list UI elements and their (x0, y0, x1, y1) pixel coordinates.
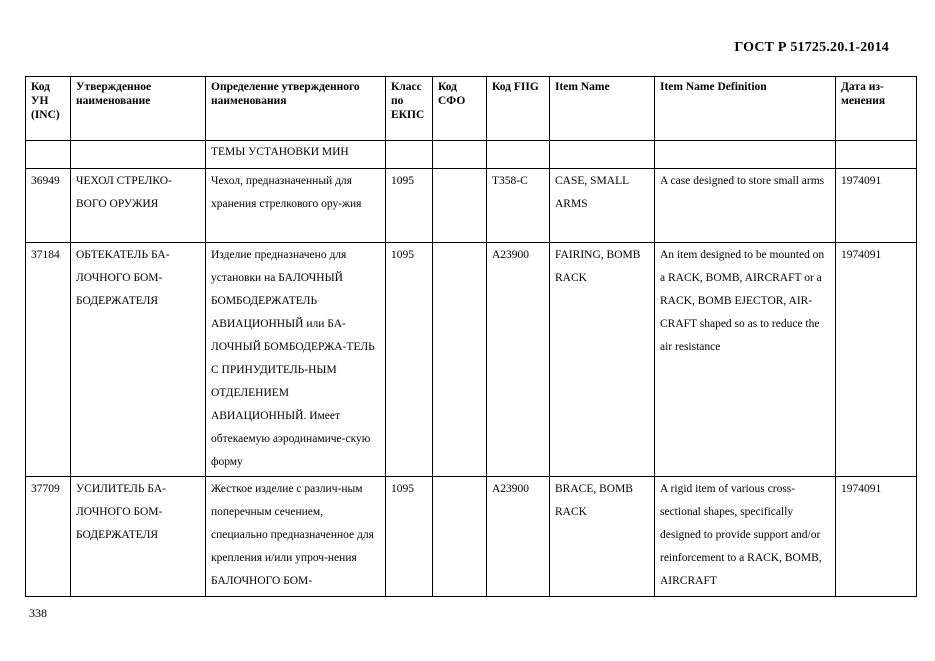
cell-fiig: Т358-С (487, 169, 550, 243)
cell-fiig: А23900 (487, 243, 550, 477)
col-header-definition: Определение утвержденного наименования (206, 77, 386, 141)
cell-item-name: BRACE, BOMB RACK (550, 477, 655, 597)
cell-item-name: FAIRING, BOMB RACK (550, 243, 655, 477)
cell-name: УСИЛИТЕЛЬ БА-ЛОЧНОГО БОМ-БОДЕРЖАТЕЛЯ (71, 477, 206, 597)
cell-sfo (433, 477, 487, 597)
continuation-text: ТЕМЫ УСТАНОВКИ МИН (206, 141, 386, 169)
cell-name: ОБТЕКАТЕЛЬ БА-ЛОЧНОГО БОМ-БОДЕРЖАТЕЛЯ (71, 243, 206, 477)
col-header-class: Класс по ЕКПС (386, 77, 433, 141)
cell-date: 1974091 (836, 169, 917, 243)
cell-sfo (433, 169, 487, 243)
cell-inc: 37184 (26, 243, 71, 477)
col-header-item-name: Item Name (550, 77, 655, 141)
col-header-name: Утвержденное наименование (71, 77, 206, 141)
table-row (26, 169, 917, 243)
header-row (26, 77, 917, 141)
table-row (26, 243, 917, 477)
cell-sfo (433, 243, 487, 477)
table-row (26, 477, 917, 597)
col-header-inc: Код УН (INC) (26, 77, 71, 141)
cell-inc: 36949 (26, 169, 71, 243)
cell-name: ЧЕХОЛ СТРЕЛКО-ВОГО ОРУЖИЯ (71, 169, 206, 243)
col-header-date: Дата из-менения (836, 77, 917, 141)
cell-item-definition: An item designed to be mounted on a RACK, BOMB, AIRCRAFT or a RACK, BOMB EJECTOR, AIR-CRAFT shaped so as to reduce the air resistance (655, 243, 836, 477)
cell-item-name: CASE, SMALL ARMS (550, 169, 655, 243)
cell-date: 1974091 (836, 243, 917, 477)
cell-inc: 37709 (26, 477, 71, 597)
col-header-fiig: Код FIIG (487, 77, 550, 141)
cell-item-definition: A rigid item of various cross-sectional shapes, specifically designed to provide support and/or reinforcement to a RACK, BOMB, AIRCRAFT (655, 477, 836, 597)
col-header-sfo: Код СФО (433, 77, 487, 141)
cell-class: 1095 (386, 243, 433, 477)
page-number: 338 (29, 606, 47, 620)
cell-class: 1095 (386, 169, 433, 243)
cell-definition: Жесткое изделие с различ-ным поперечным сечением, специально предназначенное для крепления и/или упроч-нения БАЛОЧНОГО БОМ- (206, 477, 386, 597)
nomenclature-table (25, 76, 917, 597)
continuation-row (26, 141, 917, 169)
document-id: ГОСТ Р 51725.20.1-2014 (734, 40, 889, 55)
cell-definition: Чехол, предназначенный для хранения стрелкового ору-жия (206, 169, 386, 243)
cell-definition: Изделие предназначено для установки на БАЛОЧНЫЙ БОМБОДЕРЖАТЕЛЬ АВИАЦИОННЫЙ или БА-ЛОЧНЫЙ БОМБОДЕРЖА-ТЕЛЬ С ПРИНУДИТЕЛЬ-НЫМ ОТДЕЛЕНИЕМ АВИАЦИОННЫЙ. Имеет обтекаемую аэродинамиче-скую форму (206, 243, 386, 477)
cell-date: 1974091 (836, 477, 917, 597)
cell-item-definition: A case designed to store small arms (655, 169, 836, 243)
col-header-item-definition: Item Name Definition (655, 77, 836, 141)
cell-fiig: А23900 (487, 477, 550, 597)
cell-class: 1095 (386, 477, 433, 597)
